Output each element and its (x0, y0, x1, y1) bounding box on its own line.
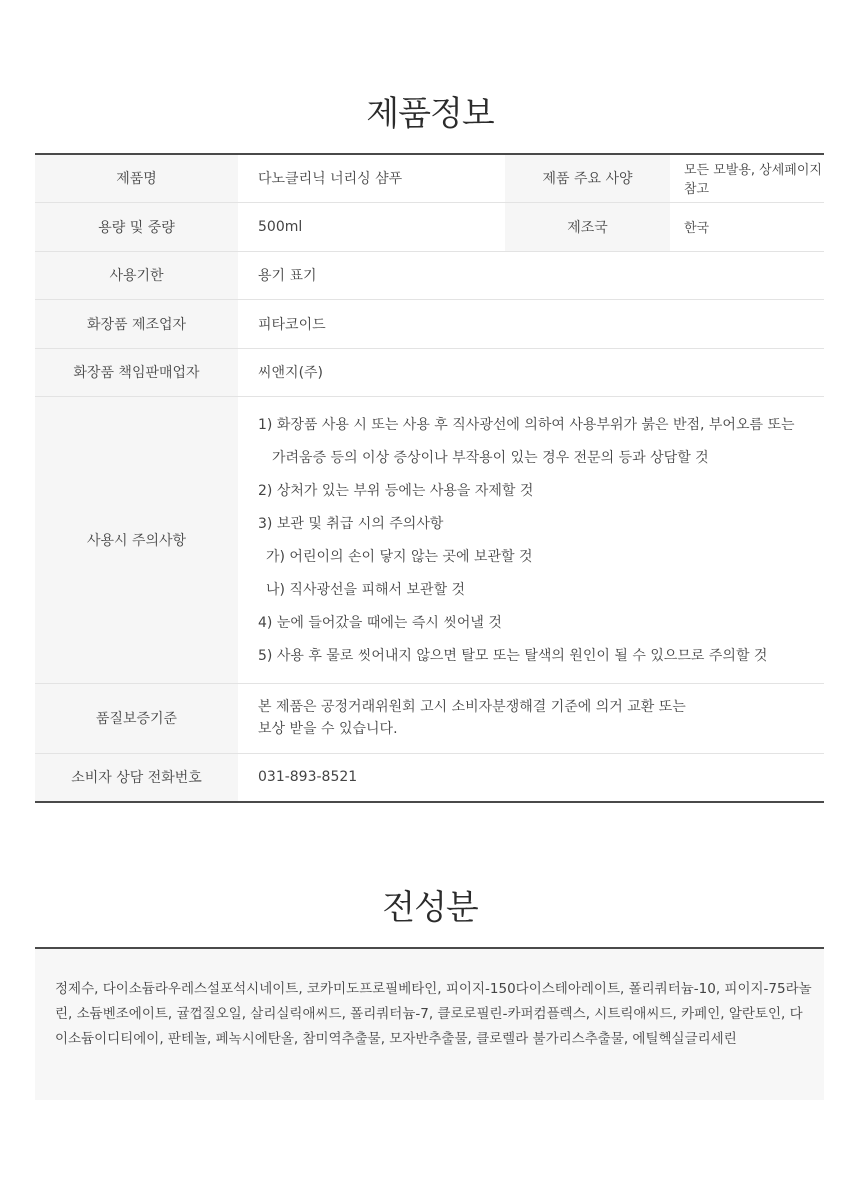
row-value: 피타코이드 (238, 299, 824, 348)
guarantee-line: 본 제품은 공정거래위원회 고시 소비자분쟁해결 기준에 의거 교환 또는 (258, 699, 686, 715)
table-row (35, 348, 824, 396)
caution-line: 1) 화장품 사용 시 또는 사용 후 직사광선에 의하여 사용부위가 붉은 반점, 부어오름 또는 (258, 416, 795, 433)
table-row (35, 251, 824, 299)
cautions-list (238, 396, 824, 683)
row-value: 씨앤지(주) (238, 348, 824, 396)
ingredients-title: 전성분 (382, 888, 478, 928)
row-label: 제조국 (505, 202, 670, 251)
row-label: 사용시 주의사항 (35, 396, 238, 683)
table-row (35, 683, 824, 753)
table-row (35, 154, 824, 202)
phone-number: 031-893-8521 (258, 769, 358, 786)
caution-line: 가) 어린이의 손이 닿지 않는 곳에 보관할 것 (266, 548, 533, 565)
row-value: 모든 모발용, 상세페이지참고 (670, 154, 824, 202)
ingredients-text: 정제수, 다이소듐라우레스설포석시네이트, 코카미도프로필베타인, 피이지-150다이스테아레이트, 폴리쿼터늄-10, 피이지-75라놀린, 소듐벤조에이트, 귤껍질오일, 살리실릭애씨드, 폴리쿼터늄-7, 클로로필린-카퍼컴플렉스, 시트릭애씨드, 카페인, 알란토인, 다이소듐이디티에이, 판테놀, 페녹시에탄올, 참미역추출물, 모자반추출물, 클로렐라 불가리스추출물, 에틸헥실글리세린 (55, 981, 812, 1047)
guarantee-text (238, 683, 824, 753)
row-value: 500ml (238, 202, 505, 251)
row-label: 화장품 제조업자 (35, 299, 238, 348)
guarantee-line: 보상 받을 수 있습니다. (258, 721, 398, 737)
row-label: 제품명 (35, 154, 238, 202)
row-label: 화장품 책임판매업자 (35, 348, 238, 396)
caution-line: 가려움증 등의 이상 증상이나 부작용이 있는 경우 전문의 등과 상담할 것 (272, 449, 709, 466)
row-label: 제품 주요 사양 (505, 154, 670, 202)
caution-line: 2) 상처가 있는 부위 등에는 사용을 자제할 것 (258, 482, 534, 499)
table-row (35, 396, 824, 683)
product-info-table (35, 153, 824, 803)
table-row (35, 202, 824, 251)
row-label: 소비자 상담 전화번호 (35, 753, 238, 802)
caution-line: 3) 보관 및 취급 시의 주의사항 (258, 515, 444, 532)
row-label: 사용기한 (35, 251, 238, 299)
caution-line: 4) 눈에 들어갔을 때에는 즉시 씻어낼 것 (258, 614, 502, 631)
table-row (35, 753, 824, 802)
product-info-title: 제품정보 (366, 94, 494, 134)
row-label: 용량 및 중량 (35, 202, 238, 251)
caution-line: 나) 직사광선을 피해서 보관할 것 (266, 581, 466, 598)
row-value: 한국 (670, 202, 824, 251)
ingredients-box (35, 947, 824, 1100)
row-value: 용기 표기 (238, 251, 824, 299)
caution-line: 5) 사용 후 물로 씻어내지 않으면 탈모 또는 탈색의 원인이 될 수 있으므로 주의할 것 (258, 647, 768, 664)
row-value: 다노클리닉 너리싱 샴푸 (238, 154, 505, 202)
table-row (35, 299, 824, 348)
row-label: 품질보증기준 (35, 683, 238, 753)
